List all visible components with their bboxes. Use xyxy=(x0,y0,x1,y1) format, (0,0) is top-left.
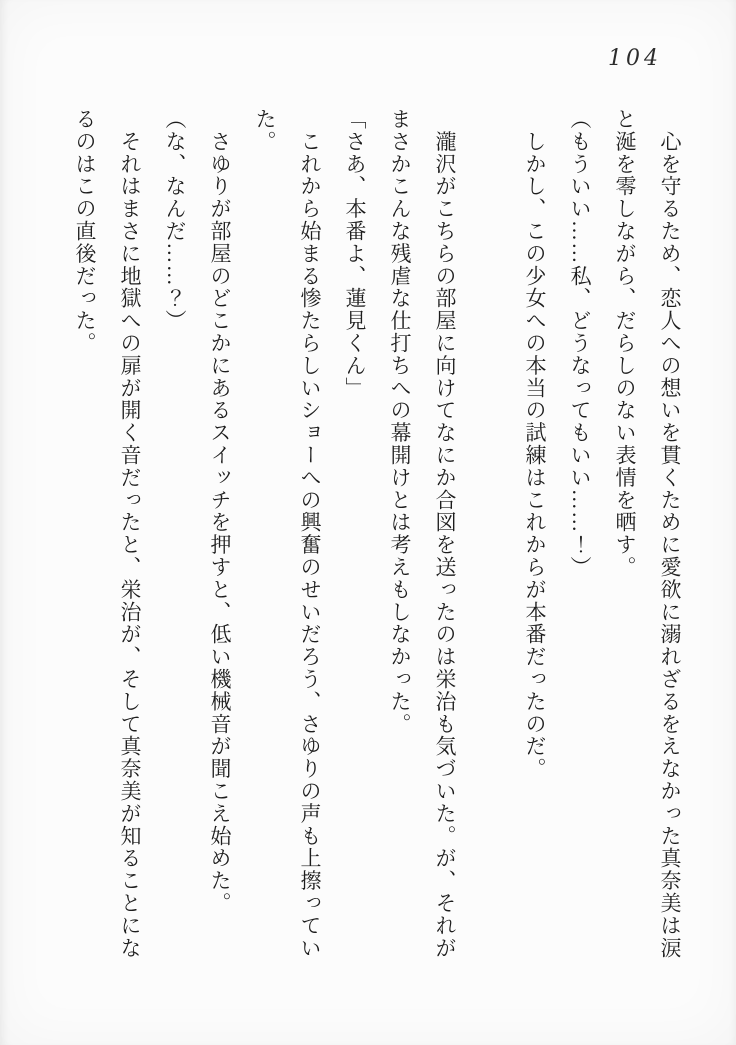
text-line: るのはこの直後だった。 xyxy=(73,108,97,355)
text-line: た。 xyxy=(253,108,277,153)
text-line: （な、なんだ……？） xyxy=(163,108,187,332)
page-number: 104 xyxy=(608,46,662,71)
text-line: さゆりが部屋のどこかにあるスイッチを押すと、低い機械音が聞こえ始めた。 xyxy=(208,108,232,915)
text-line: しかし、この少女への本当の試練はこれからが本番だったのだ。 xyxy=(523,108,547,780)
text-line: 「さあ、本番よ、蓮見くん」 xyxy=(343,108,367,400)
text-line: 心を守るため、恋人への想いを貫くために愛欲に溺れざるをえなかった真奈美は涙 xyxy=(658,108,682,960)
text-line: と涎を零しながら、だらしのない表情を晒す。 xyxy=(613,108,637,579)
text-line: それはまさに地獄への扉が開く音だったと、栄治が、そして真奈美が知ることにな xyxy=(118,108,142,960)
text-line: まさかこんな残虐な仕打ちへの幕開けとは考えもしなかった。 xyxy=(388,108,412,736)
text-line: 瀧沢がこちらの部屋に向けてなにか合図を送ったのは栄治も気づいた。が、それが xyxy=(433,108,457,960)
text-line: （もういい……私、どうなってもいい……！） xyxy=(568,108,592,579)
text-line: これから始まる惨たらしいショーへの興奮のせいだろう、さゆりの声も上擦ってい xyxy=(298,108,322,960)
paragraph-separator xyxy=(467,108,512,968)
novel-text-block xyxy=(62,108,692,976)
